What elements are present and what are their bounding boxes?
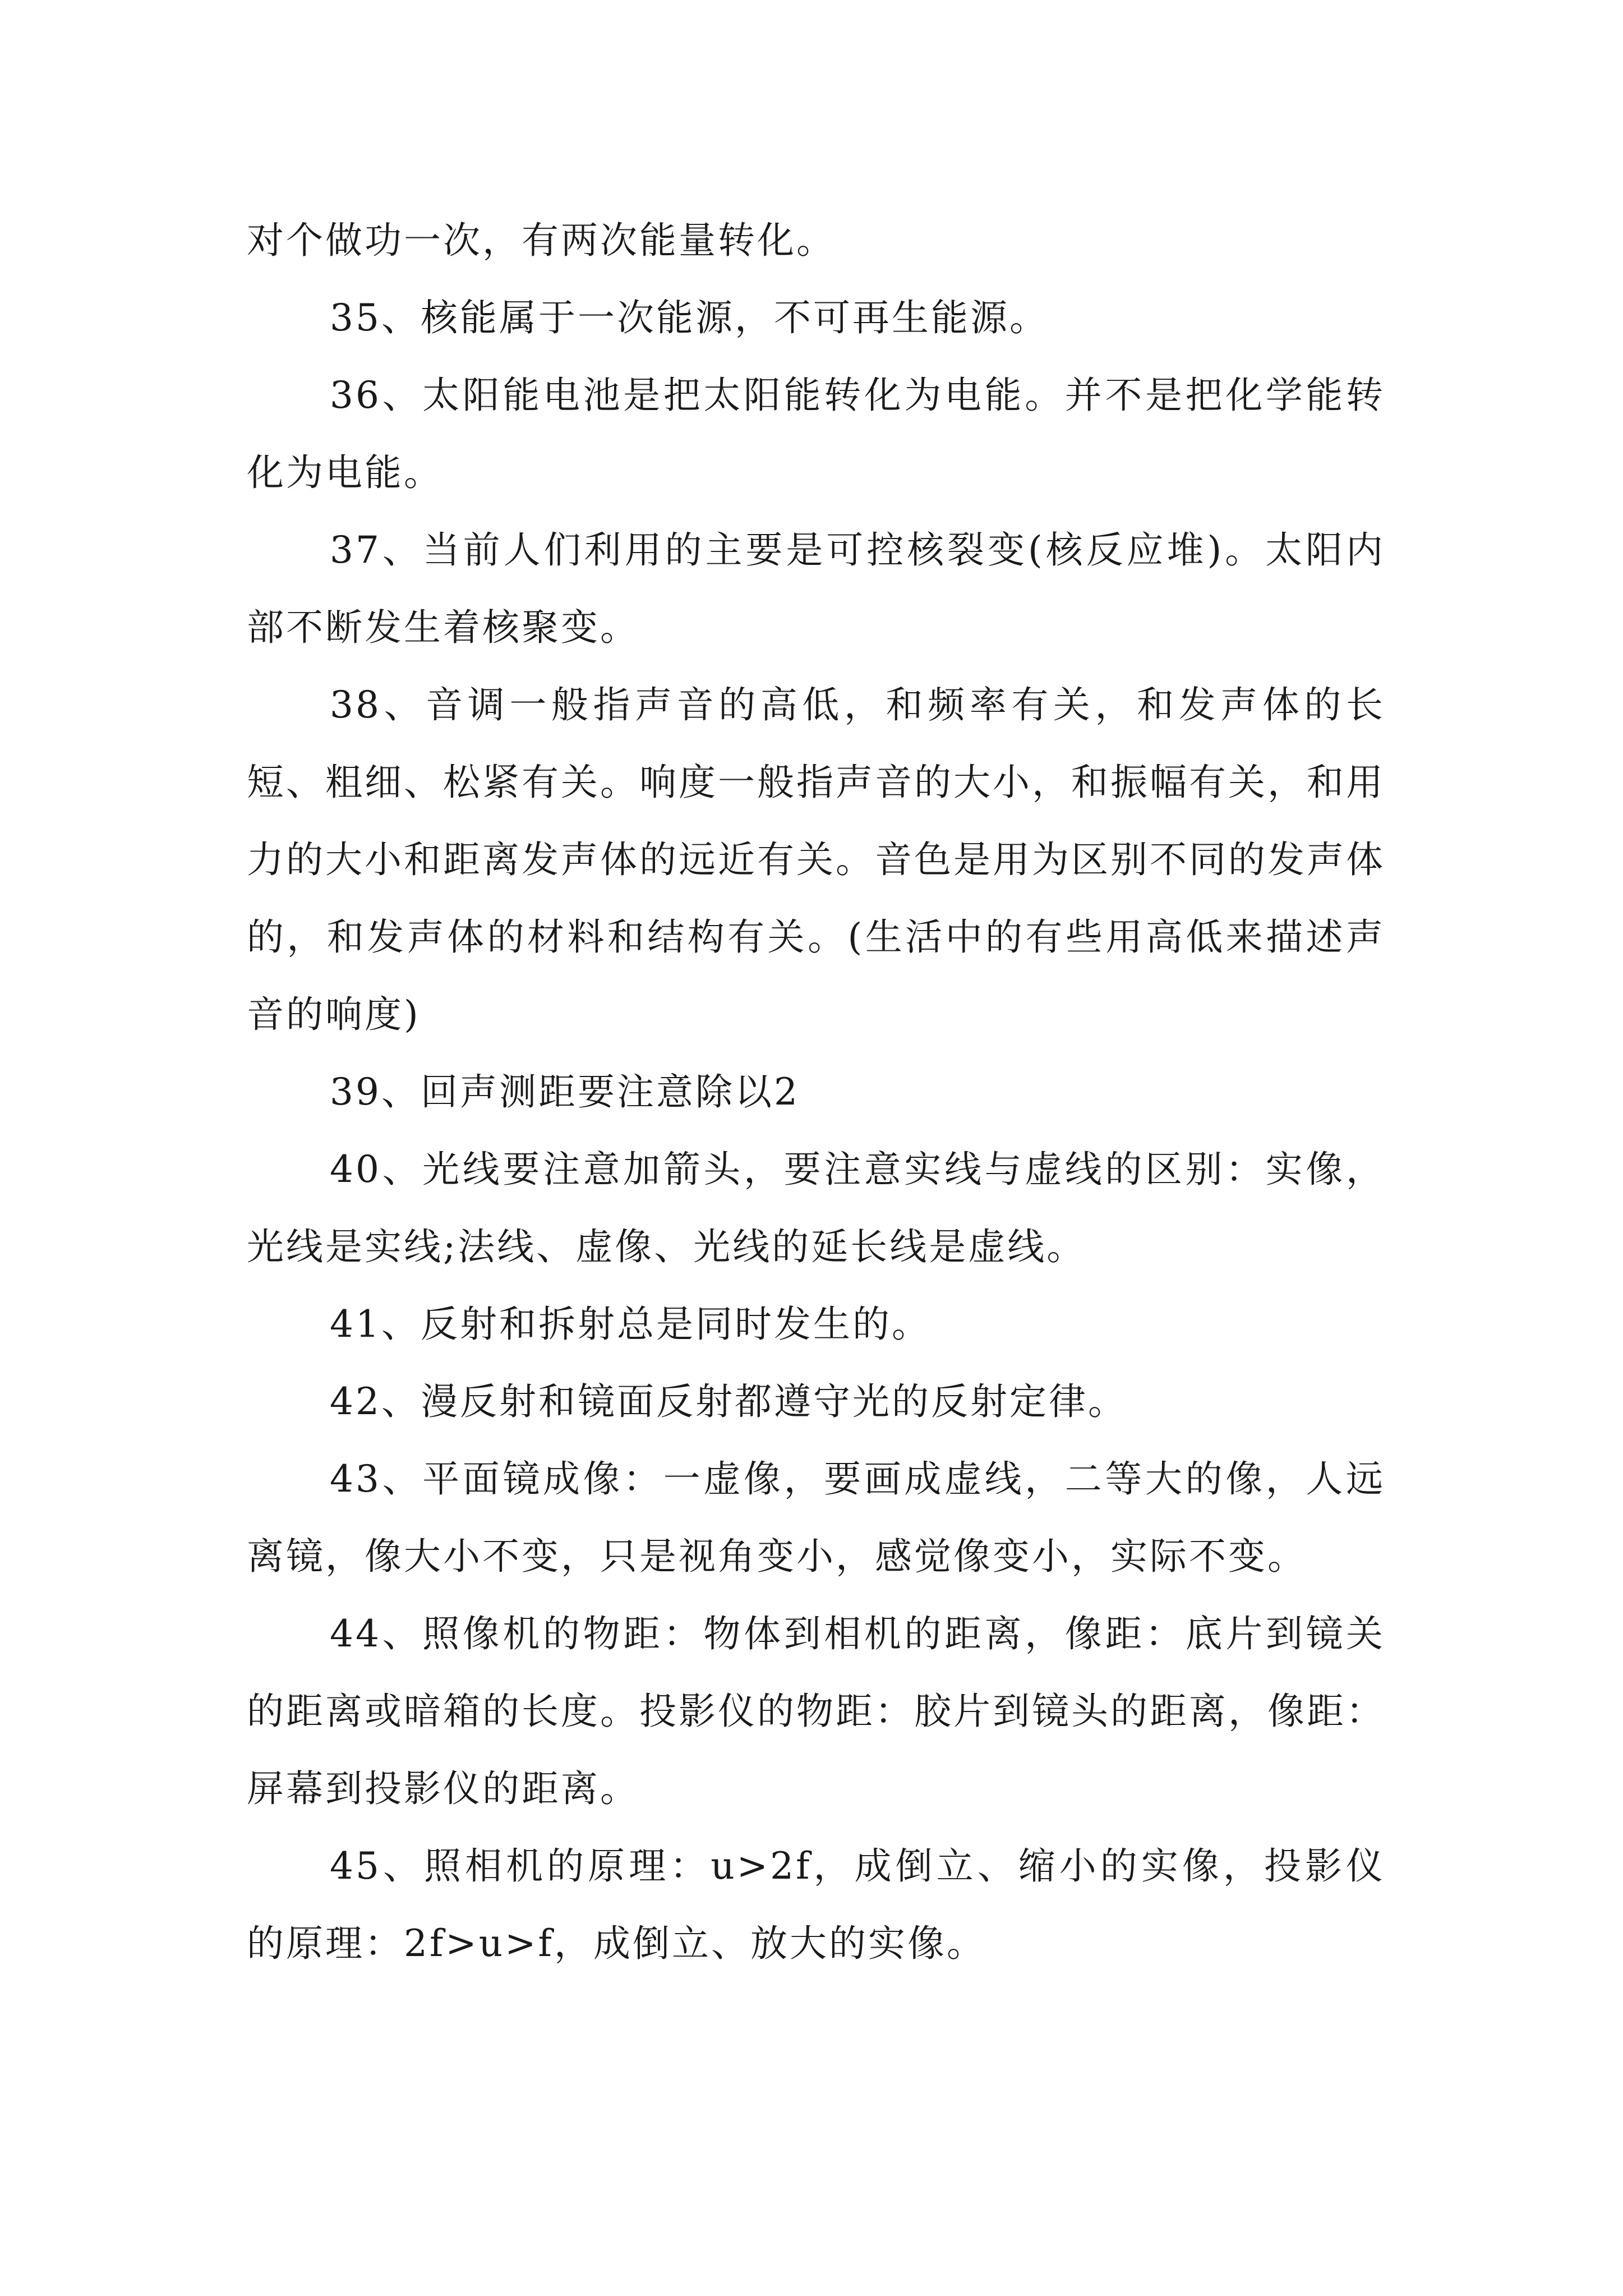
paragraph-44: 44、照像机的物距：物体到相机的距离，像距：底片到镜关的距离或暗箱的长度。投影仪的物距：胶片到镜头的距离，像距：屏幕到投影仪的距离。 (247, 1612, 1385, 1810)
paragraph-45: 45、照相机的原理：u>2f，成倒立、缩小的实像，投影仪的原理：2f>u>f，成倒立、放大的实像。 (247, 1844, 1385, 1965)
paragraph-36: 36、太阳能电池是把太阳能转化为电能。并不是把化学能转化为电能。 (247, 374, 1385, 494)
paragraph-39: 39、回声测距要注意除以2 (330, 1070, 800, 1114)
paragraph-38: 38、音调一般指声音的高低，和频率有关，和发声体的长短、粗细、松紧有关。响度一般指声音的大小，和振幅有关，和用力的大小和距离发声体的远近有关。音色是用为区别不同的发声体的，和发声体的材料和结构有关。(生活中的有些用高低来描述声音的响度) (247, 683, 1385, 1036)
paragraph-42: 42、漫反射和镜面反射都遵守光的反射定律。 (330, 1380, 1127, 1423)
document-body (247, 202, 1385, 1982)
paragraph-35: 35、核能属于一次能源，不可再生能源。 (330, 296, 1049, 339)
paragraph-37: 37、当前人们利用的主要是可控核裂变(核反应堆)。太阳内部不断发生着核聚变。 (247, 528, 1385, 649)
paragraph-41: 41、反射和拆射总是同时发生的。 (330, 1303, 931, 1346)
paragraph-40: 40、光线要注意加箭头，要注意实线与虚线的区别：实像，光线是实线;法线、虚像、光线的延长线是虚线。 (247, 1148, 1385, 1268)
paragraph-43: 43、平面镜成像：一虚像，要画成虚线，二等大的像，人远离镜，像大小不变，只是视角变小，感觉像变小，实际不变。 (247, 1457, 1385, 1578)
paragraph-continuation: 对个做功一次，有两次能量转化。 (247, 219, 836, 262)
